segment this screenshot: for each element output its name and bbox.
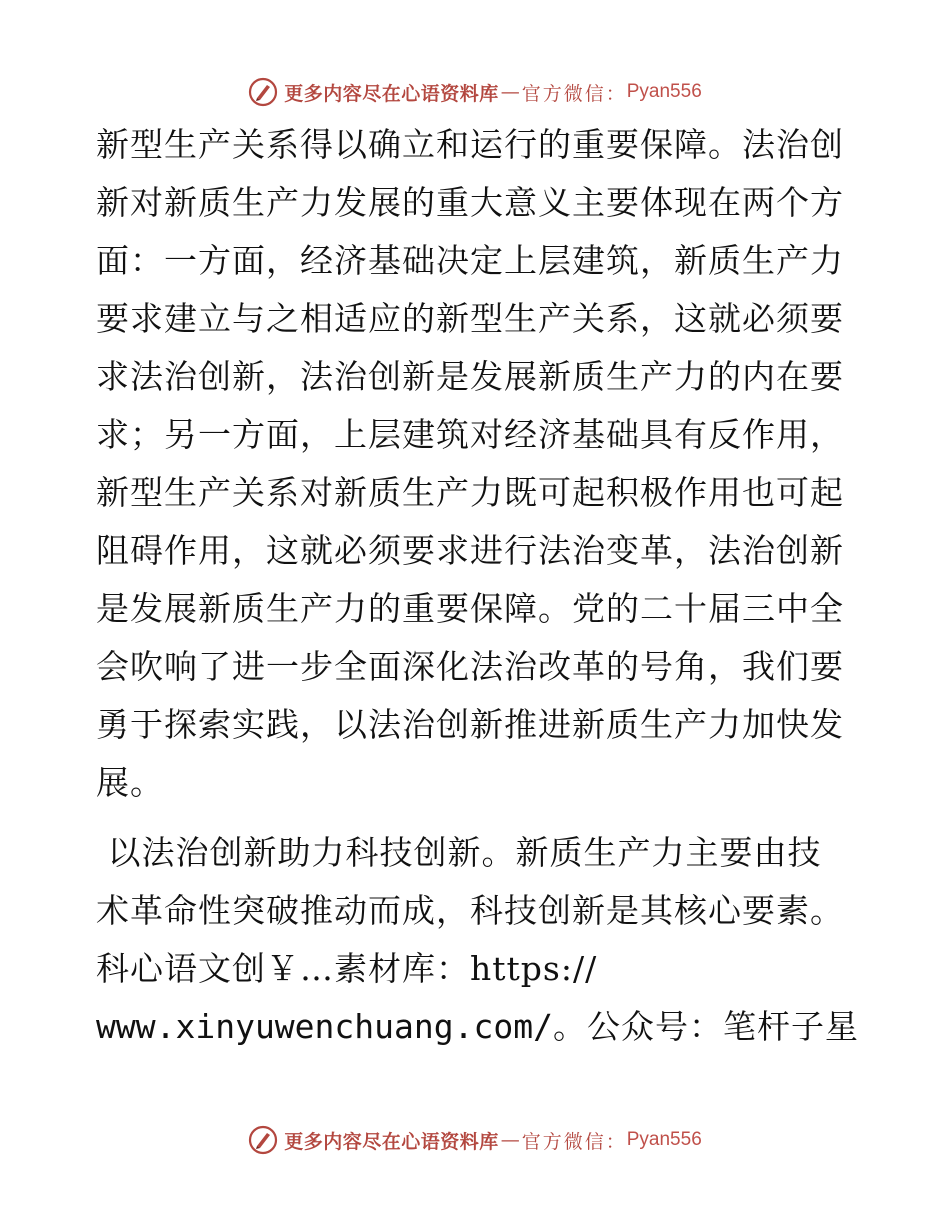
url-text-line: [96, 998, 859, 1056]
text-line: 以法治创新助力科技创新。新质生产力主要由技: [96, 833, 822, 872]
banner-wechat-label: 官方微信：: [521, 82, 627, 105]
pen-logo-icon: [248, 1125, 278, 1155]
banner-wechat-label: 官方微信：: [521, 1130, 627, 1153]
footer-watermark-banner: [0, 1120, 950, 1160]
banner-separator: —: [500, 81, 520, 103]
banner-separator: —: [500, 1129, 520, 1151]
banner-main-text: 更多内容尽在心语资料库: [284, 82, 499, 105]
text-line: 阻碍作用，这就必须要求进行法治变革，法治创新: [96, 531, 844, 570]
website-link[interactable]: www.xinyuwenchuang.com/: [96, 1007, 553, 1046]
document-body: [96, 116, 859, 1056]
text-line: 是发展新质生产力的重要保障。党的二十届三中全: [96, 589, 844, 628]
banner-wechat-id: Pyan556: [626, 1129, 702, 1150]
text-line: 新型生产关系得以确立和运行的重要保障。法治创: [96, 125, 844, 164]
text-line: 勇于探索实践，以法治创新推进新质生产力加快发: [96, 705, 844, 744]
banner-wechat-id: Pyan556: [626, 81, 702, 102]
text-line: 新对新质生产力发展的重大意义主要体现在两个方: [96, 183, 844, 222]
text-line: 求；另一方面，上层建筑对经济基础具有反作用，: [96, 415, 844, 454]
text-line: 面：一方面，经济基础决定上层建筑，新质生产力: [96, 241, 844, 280]
text-line: 会吹响了进一步全面深化法治改革的号角，我们要: [96, 647, 844, 686]
text-line: 求法治创新，法治创新是发展新质生产力的内在要: [96, 357, 844, 396]
text-line: 要求建立与之相适应的新型生产关系，这就必须要: [96, 299, 844, 338]
text-line: 术革命性突破推动而成，科技创新是其核心要素。: [96, 891, 844, 930]
wechat-account-text: 。公众号：笔杆子星: [552, 1007, 859, 1046]
pen-logo-icon: [248, 77, 278, 107]
paragraph-2: [96, 824, 859, 1056]
text-line: 科心语文创￥…素材库：https://: [96, 949, 598, 988]
text-line: 新型生产关系对新质生产力既可起积极作用也可起: [96, 473, 844, 512]
banner-main-text: 更多内容尽在心语资料库: [284, 1130, 499, 1153]
paragraph-1: [96, 116, 856, 812]
text-line: 展。: [96, 763, 164, 802]
header-watermark-banner: [0, 72, 950, 112]
